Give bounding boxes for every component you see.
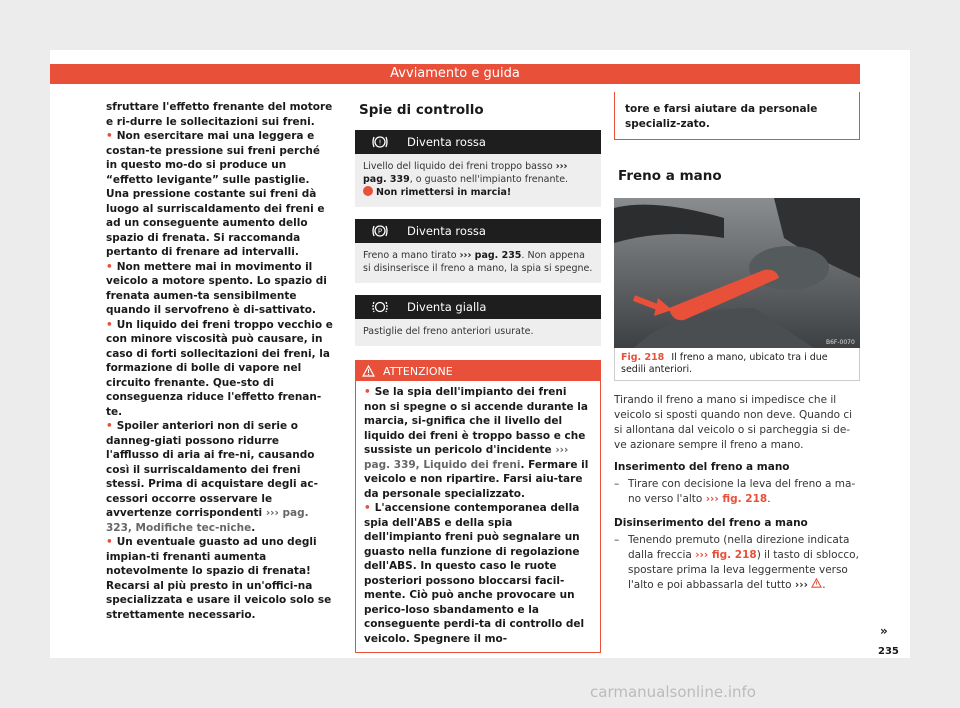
page-link[interactable]: ››› pag. 339, Liquido dei freni bbox=[364, 444, 569, 471]
procedure-step: – Tenendo premuto (nella direzione indicata dalla freccia ››› fig. 218) il tasto di sblocco, spostare prima la leva leggermente verso l'alto e poi abbassarla del tutto ››› . bbox=[614, 534, 859, 591]
bullet-item bbox=[106, 129, 334, 260]
svg-text:!: ! bbox=[378, 138, 382, 147]
warning-header bbox=[356, 361, 600, 381]
warning-text: Se la spia dell'impianto dei freni non si spegne o si accende durante la marcia, si-gnifica che il livello del liquido dei freni è troppo basso e che sussiste un pericolo d'incidente bbox=[364, 386, 588, 456]
figure-caption bbox=[614, 348, 860, 381]
section-title: Spie di controllo bbox=[359, 102, 484, 118]
column-2 bbox=[355, 100, 601, 653]
bullet-text: Non mettere mai in movimento il veicolo a motore spento. Lo spazio di frenata aumen-ta sensibilmente quando il servofreno è di-sattivato. bbox=[106, 260, 327, 316]
bullet-item: • Spoiler anteriori non di serie o danneg-giati possono ridurre l'afflusso di aria ai fre-ni, causando così il surriscaldamento dei freni stessi. Prima di acquistare degli ac-cessori occorre osservare le avvertenze corrispondenti ››› pag. 323, Modifiche tec-niche. bbox=[106, 419, 334, 535]
figure-link[interactable]: ››› fig. 218 bbox=[695, 549, 757, 561]
warning-continuation bbox=[614, 92, 860, 140]
page-link[interactable]: ››› pag. 235 bbox=[459, 250, 522, 261]
light-label: Diventa rossa bbox=[407, 135, 486, 149]
column-1 bbox=[106, 100, 334, 622]
warning-text: L'accensione contemporanea della spia dell'ABS e della spia dell'impianto freni può segnalare un guasto nella funzione di regolazione dell'ABS. In questo caso le ruote posteriori possono bloccarsi facil-mente. Ciò può anche provocare un perico-loso sbandamento e la conseguente perdi-ta di controllo del veicolo. Spegnere il mo- bbox=[364, 502, 585, 645]
warning-text: . Fermare il veicolo e non ripartire. Farsi aiu-tare da personale specializzato. bbox=[364, 458, 589, 500]
handbrake-photo bbox=[614, 198, 860, 348]
light-label: Diventa rossa bbox=[407, 224, 486, 238]
warning-title: ATTENZIONE bbox=[383, 364, 453, 378]
svg-text:P: P bbox=[377, 227, 383, 236]
figure-number: Fig. 218 bbox=[621, 352, 665, 363]
bullet-text: Un liquido dei freni troppo vecchio e con minore viscosità può causare, in caso di forti sollecitazioni dei freni, la formazione di bolle di vapore nel circuito frenante. Que-sto di conseguenza riduce l'effetto frenan-te. bbox=[106, 318, 333, 418]
bullet-item bbox=[106, 318, 334, 420]
procedure-heading: Disinserimento del freno a mano bbox=[614, 517, 808, 529]
warning-box bbox=[355, 360, 601, 653]
page-link[interactable]: ››› pag. 339 bbox=[363, 161, 568, 185]
warning-text: tore e farsi aiutare da personale specializ-zato. bbox=[625, 103, 818, 130]
section-title: Freno a mano bbox=[618, 168, 722, 184]
parking-brake-icon bbox=[369, 220, 391, 242]
warning-triangle-icon bbox=[811, 578, 822, 588]
warning-light-bar bbox=[355, 219, 601, 243]
continue-marker: » bbox=[880, 624, 888, 638]
stop-text: Non rimettersi in marcia! bbox=[376, 187, 512, 198]
procedure-step: – Tirare con decisione la leva del freno a ma-no verso l'alto ››› fig. 218. bbox=[614, 478, 856, 505]
intro-text: sfruttare l'effetto frenante del motore e ri-durre le sollecitazioni sui freni. bbox=[106, 101, 333, 128]
procedure-heading: Inserimento del freno a mano bbox=[614, 461, 790, 473]
bullet-text: Un eventuale guasto ad uno degli impian-ti frenanti aumenta notevolmente lo spazio di frenata! Recarsi al più presto in un'offici-na specializzata e usare il veicolo solo se strettamente necessario. bbox=[106, 536, 332, 621]
photo-code: B6F-0070 bbox=[826, 339, 855, 346]
warning-light-bar bbox=[355, 130, 601, 154]
caption-text: Il freno a mano, ubicato tra i due sedili anteriori. bbox=[621, 352, 828, 375]
watermark: carmanualsonline.info bbox=[590, 683, 756, 701]
body-paragraph: Tirando il freno a mano si impedisce che il veicolo si sposti quando non deve. Quando ci si allontana dal veicolo o si parcheggia si de-ve azionare sempre il freno a mano. bbox=[614, 394, 853, 451]
brake-fluid-icon bbox=[369, 131, 391, 153]
warning-light-bar bbox=[355, 295, 601, 319]
column-3 bbox=[614, 100, 860, 593]
stop-icon bbox=[363, 186, 373, 196]
bullet-text: Non esercitare mai una leggera e costan-te pressione sui freni perché in questo mo-do si produce un “effetto levigante” sulle pastiglie. Una pressione costante sui freni dà luogo al surriscaldamento dei freni e ad un conseguente aumento dello spazio di frenata. Si raccomanda pertanto di frenare ad intervalli. bbox=[106, 130, 325, 258]
light-description: Freno a mano tirato ››› pag. 235. Non appena si disinserisce il freno a mano, la spia si spegne. bbox=[355, 243, 601, 283]
light-description: Pastiglie del freno anteriori usurate. bbox=[355, 319, 601, 346]
warning-body bbox=[356, 381, 600, 652]
warning-triangle-icon bbox=[362, 365, 375, 377]
figure-link[interactable]: ››› fig. 218 bbox=[705, 493, 768, 505]
page-number: 235 bbox=[878, 646, 899, 657]
bullet-item bbox=[106, 260, 334, 318]
chapter-header: Avviamento e guida bbox=[50, 64, 860, 84]
page-link[interactable]: ››› pag. 323, Modifiche tec-niche bbox=[106, 507, 309, 534]
brake-pad-icon bbox=[369, 296, 391, 318]
light-description: Livello del liquido dei freni troppo basso ››› pag. 339, o guasto nell'impianto frenante. Non rimettersi in marcia! bbox=[355, 154, 601, 207]
bullet-text: Spoiler anteriori non di serie o danneg-giati possono ridurre l'afflusso di aria ai fre-ni, causando così il surriscaldamento dei freni stessi. Prima di acquistare degli ac-cessori occorre osservare le avvertenze corrispondenti bbox=[106, 420, 318, 519]
bullet-item bbox=[106, 535, 334, 622]
light-label: Diventa gialla bbox=[407, 300, 487, 314]
